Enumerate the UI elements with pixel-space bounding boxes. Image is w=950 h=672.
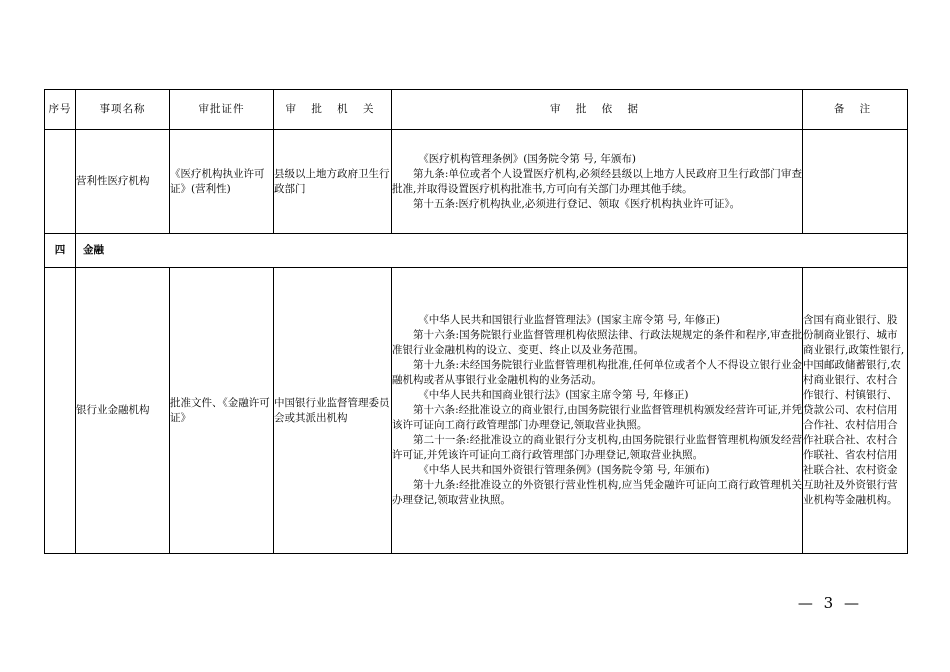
row2-certificate: 批准文件、《金融许可证》 bbox=[170, 268, 274, 554]
section-number: 四 bbox=[45, 234, 76, 268]
row2-basis bbox=[392, 268, 803, 554]
header-authority: 审 批 机 关 bbox=[274, 90, 392, 130]
header-item-name: 事项名称 bbox=[76, 90, 170, 130]
basis-paragraph: 第十九条:经批准设立的外资银行营业性机构,应当凭金融许可证向工商行政管理机关办理登记,领取营业执照。 bbox=[392, 479, 802, 506]
basis-paragraph: 第十九条:未经国务院银行业监督管理机构批准,任何单位或者个人不得设立银行业金融机构或者从事银行业金融机构的业务活动。 bbox=[392, 359, 802, 386]
header-remarks: 备 注 bbox=[803, 90, 908, 130]
basis-paragraph: 第二十一条:经批准设立的商业银行分支机构,由国务院银行业监督管理机构颁发经营许可证,并凭该许可证向工商行政管理部门办理登记,领取营业执照。 bbox=[392, 434, 802, 461]
header-certificate: 审批证件 bbox=[170, 90, 274, 130]
basis-paragraph: 《中华人民共和国银行业监督管理法》(国家主席令第 号, 年修正) bbox=[418, 314, 720, 326]
row2-seq bbox=[45, 268, 76, 554]
header-seq: 序号 bbox=[45, 90, 76, 130]
basis-paragraph: 第十六条:国务院银行业监督管理机构依照法律、行政法规规定的条件和程序,审查批准银行业金融机构的设立、变更、终止以及业务范围。 bbox=[392, 329, 802, 356]
row1-item-name: 营利性医疗机构 bbox=[76, 130, 170, 234]
section-title: 金融 bbox=[76, 234, 908, 268]
basis-paragraph: 第十五条:医疗机构执业,必须进行登记、领取《医疗机构执业许可证》。 bbox=[413, 197, 741, 210]
basis-paragraph: 《医疗机构管理条例》(国务院令第 号, 年颁布) bbox=[418, 152, 636, 165]
basis-paragraph: 《中华人民共和国商业银行法》(国家主席令第 号, 年修正) bbox=[418, 389, 689, 401]
section-row bbox=[45, 234, 908, 268]
header-basis: 审 批 依 据 bbox=[392, 90, 803, 130]
row1-basis bbox=[392, 130, 803, 234]
basis-paragraph: 第十六条:经批准设立的商业银行,由国务院银行业监督管理机构颁发经营许可证,并凭该许可证向工商行政管理部门办理登记,领取营业执照。 bbox=[392, 404, 802, 431]
table-header-row bbox=[45, 90, 908, 130]
basis-paragraph: 第九条:单位或者个人设置医疗机构,必须经县级以上地方人民政府卫生行政部门审查批准,并取得设置医疗机构批准书,方可向有关部门办理其他手续。 bbox=[392, 167, 802, 195]
row1-remarks bbox=[803, 130, 908, 234]
page-number: — 3 — bbox=[797, 594, 862, 612]
row1-authority: 县级以上地方政府卫生行政部门 bbox=[274, 130, 392, 234]
approval-table bbox=[44, 89, 908, 554]
row1-certificate: 《医疗机构执业许可证》(营利性) bbox=[170, 130, 274, 234]
row2-item-name: 银行业金融机构 bbox=[76, 268, 170, 554]
table-row bbox=[45, 268, 908, 554]
row2-authority: 中国银行业监督管理委员会或其派出机构 bbox=[274, 268, 392, 554]
row2-remarks: 含国有商业银行、股份制商业银行、城市商业银行,政策性银行,中国邮政储蓄银行,农村商业银行、农村合作银行、村镇银行、贷款公司、农村信用合作社、农村信用合作社联合社、农村合作联社、省农村信用社联合社、农村资金互助社及外资银行营业机构等金融机构。 bbox=[803, 268, 908, 554]
row1-seq bbox=[45, 130, 76, 234]
table-row bbox=[45, 130, 908, 234]
basis-paragraph: 《中华人民共和国外资银行管理条例》(国务院令第 号, 年颁布) bbox=[418, 464, 710, 476]
